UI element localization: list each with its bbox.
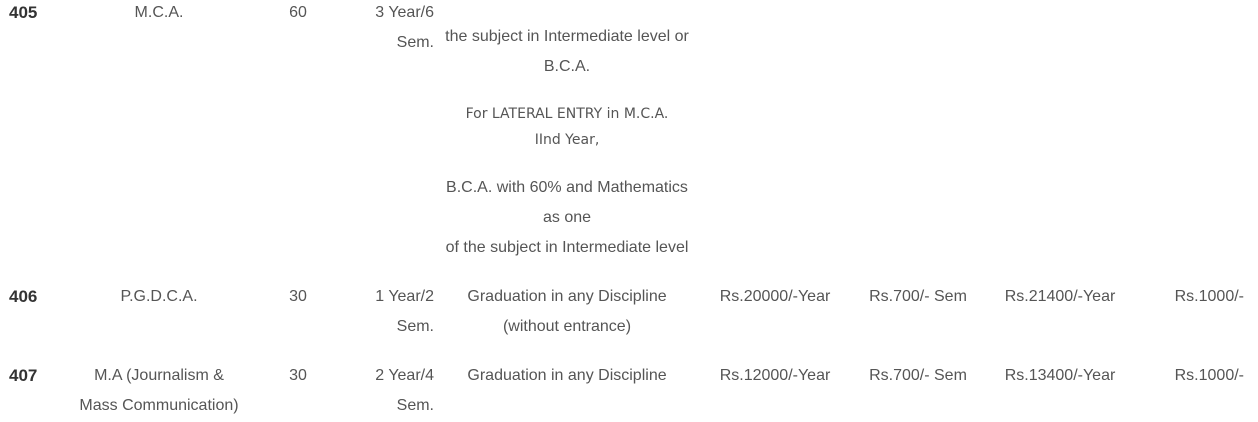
- course-duration: 1 Year/2: [375, 288, 434, 305]
- tuition-fee: Rs.12000/-Year: [719, 367, 831, 384]
- course-duration: Sem.: [396, 397, 434, 414]
- course-duration: 3 Year/6: [375, 4, 434, 21]
- course-code: 405: [9, 3, 38, 22]
- total-fee: Rs.21400/-Year: [1004, 288, 1116, 305]
- eligibility-text: IInd Year,: [534, 132, 600, 148]
- eligibility-text: (without entrance): [502, 318, 632, 335]
- total-fee: Rs.13400/-Year: [1004, 367, 1116, 384]
- exam-fee: Rs.700/- Sem: [869, 288, 967, 305]
- seat-count: 30: [289, 367, 307, 384]
- eligibility-text: as one: [542, 209, 592, 226]
- tuition-fee: Rs.20000/-Year: [719, 288, 831, 305]
- eligibility-text: the subject in Intermediate level or: [445, 28, 689, 45]
- course-name: M.A (Journalism &: [94, 367, 224, 384]
- course-name: P.G.D.C.A.: [120, 288, 198, 305]
- seat-count: 30: [289, 288, 307, 305]
- eligibility-text: Graduation in any Discipline: [467, 367, 667, 384]
- seat-count: 60: [289, 4, 307, 21]
- eligibility-text: B.C.A.: [543, 58, 591, 75]
- eligibility-text: Graduation in any Discipline: [467, 288, 667, 305]
- other-fee: Rs.1000/-: [1174, 367, 1244, 384]
- eligibility-text: B.C.A. with 60% and Mathematics: [446, 179, 688, 196]
- eligibility-text: For LATERAL ENTRY in M.C.A.: [465, 106, 669, 122]
- course-duration: Sem.: [396, 34, 434, 51]
- course-code: 406: [9, 287, 38, 306]
- course-duration: 2 Year/4: [375, 367, 434, 384]
- course-name: Mass Communication): [79, 397, 239, 414]
- course-code: 407: [9, 366, 38, 385]
- exam-fee: Rs.700/- Sem: [869, 367, 967, 384]
- eligibility-text: of the subject in Intermediate level: [445, 239, 689, 256]
- course-name: M.C.A.: [134, 4, 184, 21]
- course-duration: Sem.: [396, 318, 434, 335]
- other-fee: Rs.1000/-: [1174, 288, 1244, 305]
